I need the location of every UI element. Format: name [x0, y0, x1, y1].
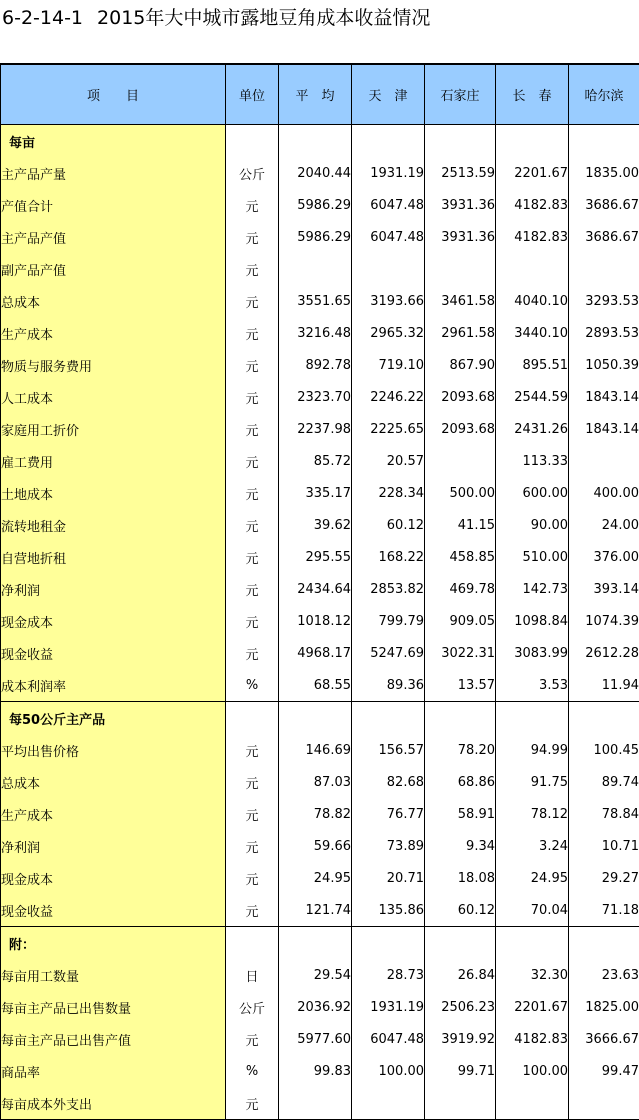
row-unit: %: [226, 1055, 279, 1087]
value-cell: 600.00: [496, 477, 569, 509]
header-col-changchun: 长 春: [496, 64, 569, 125]
value-cell: 1931.19: [352, 157, 425, 189]
value-cell: 5986.29: [279, 221, 352, 253]
value-cell: 500.00: [425, 477, 496, 509]
value-cell: 376.00: [569, 541, 639, 573]
table-row: [1, 669, 639, 702]
row-label: 现金收益: [1, 637, 226, 669]
value-cell: 295.55: [279, 541, 352, 573]
row-label: 产值合计: [1, 189, 226, 221]
value-cell: 3.53: [496, 669, 569, 702]
row-label: 总成本: [1, 285, 226, 317]
value-cell: 895.51: [496, 349, 569, 381]
value-cell: 41.15: [425, 509, 496, 541]
value-cell: 2853.82: [352, 573, 425, 605]
value-cell: 121.74: [279, 894, 352, 927]
row-unit: 元: [226, 317, 279, 349]
value-cell: 4182.83: [496, 189, 569, 221]
row-label: 物质与服务费用: [1, 349, 226, 381]
value-cell: 168.22: [352, 541, 425, 573]
row-label: 主产品产量: [1, 157, 226, 189]
value-cell: 11.94: [569, 669, 639, 702]
empty-cell: [425, 125, 496, 158]
value-cell: 76.77: [352, 798, 425, 830]
value-cell: [279, 1087, 352, 1120]
value-cell: 73.89: [352, 830, 425, 862]
empty-cell: [279, 702, 352, 735]
value-cell: 59.66: [279, 830, 352, 862]
value-cell: 68.55: [279, 669, 352, 702]
row-unit: 元: [226, 445, 279, 477]
value-cell: 6047.48: [352, 189, 425, 221]
value-cell: 3022.31: [425, 637, 496, 669]
value-cell: 78.20: [425, 734, 496, 766]
row-label: 现金成本: [1, 862, 226, 894]
value-cell: 100.00: [496, 1055, 569, 1087]
row-label: 现金成本: [1, 605, 226, 637]
table-row: [1, 221, 639, 253]
row-unit: 元: [226, 862, 279, 894]
row-unit: 元: [226, 637, 279, 669]
row-label: 平均出售价格: [1, 734, 226, 766]
table-row: [1, 766, 639, 798]
section-label: 每50公斤主产品: [1, 702, 226, 735]
value-cell: 5247.69: [352, 637, 425, 669]
cost-benefit-table: [0, 63, 639, 1120]
value-cell: 26.84: [425, 959, 496, 991]
row-label: 总成本: [1, 766, 226, 798]
value-cell: 71.18: [569, 894, 639, 927]
row-label: 每亩主产品已出售产值: [1, 1023, 226, 1055]
value-cell: 94.99: [496, 734, 569, 766]
value-cell: 510.00: [496, 541, 569, 573]
row-unit: 元: [226, 573, 279, 605]
table-row: [1, 349, 639, 381]
value-cell: 78.12: [496, 798, 569, 830]
header-row: [1, 64, 639, 125]
value-cell: 1050.39: [569, 349, 639, 381]
row-unit: 元: [226, 605, 279, 637]
value-cell: 3216.48: [279, 317, 352, 349]
row-label: 土地成本: [1, 477, 226, 509]
value-cell: 135.86: [352, 894, 425, 927]
value-cell: 1018.12: [279, 605, 352, 637]
value-cell: 99.47: [569, 1055, 639, 1087]
row-label: 每亩成本外支出: [1, 1087, 226, 1120]
value-cell: 3293.53: [569, 285, 639, 317]
value-cell: 32.30: [496, 959, 569, 991]
empty-cell: [352, 927, 425, 960]
value-cell: 2040.44: [279, 157, 352, 189]
value-cell: 24.95: [496, 862, 569, 894]
value-cell: 20.71: [352, 862, 425, 894]
table-row: [1, 734, 639, 766]
value-cell: 469.78: [425, 573, 496, 605]
header-unit: 单位: [226, 64, 279, 125]
value-cell: 89.74: [569, 766, 639, 798]
value-cell: [425, 253, 496, 285]
value-cell: 99.83: [279, 1055, 352, 1087]
value-cell: 1843.14: [569, 381, 639, 413]
row-unit: 元: [226, 1087, 279, 1120]
row-label: 商品率: [1, 1055, 226, 1087]
empty-cell: [352, 125, 425, 158]
value-cell: 10.71: [569, 830, 639, 862]
value-cell: 156.57: [352, 734, 425, 766]
table-row: [1, 445, 639, 477]
value-cell: 1835.00: [569, 157, 639, 189]
empty-cell: [569, 125, 639, 158]
value-cell: 4040.10: [496, 285, 569, 317]
row-unit: 元: [226, 734, 279, 766]
value-cell: 2323.70: [279, 381, 352, 413]
value-cell: 2246.22: [352, 381, 425, 413]
value-cell: 78.82: [279, 798, 352, 830]
table-row: [1, 253, 639, 285]
table-row: [1, 381, 639, 413]
row-unit: 元: [226, 894, 279, 927]
row-label: 自营地折租: [1, 541, 226, 573]
value-cell: 78.84: [569, 798, 639, 830]
empty-cell: [496, 125, 569, 158]
table-row: [1, 317, 639, 349]
value-cell: [569, 253, 639, 285]
row-label: 流转地租金: [1, 509, 226, 541]
value-cell: 1843.14: [569, 413, 639, 445]
table-row: [1, 413, 639, 445]
row-label: 生产成本: [1, 798, 226, 830]
value-cell: 4968.17: [279, 637, 352, 669]
value-cell: 2961.58: [425, 317, 496, 349]
value-cell: 100.45: [569, 734, 639, 766]
row-unit: 元: [226, 509, 279, 541]
empty-cell: [425, 702, 496, 735]
table-row: [1, 605, 639, 637]
empty-cell: [279, 125, 352, 158]
row-unit: 元: [226, 189, 279, 221]
value-cell: 113.33: [496, 445, 569, 477]
header-col-shijiazhuang: 石家庄: [425, 64, 496, 125]
value-cell: 2544.59: [496, 381, 569, 413]
value-cell: 2965.32: [352, 317, 425, 349]
value-cell: 39.62: [279, 509, 352, 541]
value-cell: 85.72: [279, 445, 352, 477]
header-item: 项 目: [1, 64, 226, 125]
value-cell: [496, 1087, 569, 1120]
value-cell: [569, 1087, 639, 1120]
empty-cell: [226, 125, 279, 158]
value-cell: [425, 445, 496, 477]
value-cell: 13.57: [425, 669, 496, 702]
row-label: 家庭用工折价: [1, 413, 226, 445]
section-row: [1, 702, 639, 735]
value-cell: 2201.67: [496, 991, 569, 1023]
table-body: [1, 125, 639, 1120]
value-cell: [425, 1087, 496, 1120]
value-cell: [496, 253, 569, 285]
row-label: 成本利润率: [1, 669, 226, 702]
value-cell: 4182.83: [496, 221, 569, 253]
row-label: 副产品产值: [1, 253, 226, 285]
value-cell: 3551.65: [279, 285, 352, 317]
table-row: [1, 1023, 639, 1055]
value-cell: 3931.36: [425, 189, 496, 221]
row-label: 每亩用工数量: [1, 959, 226, 991]
value-cell: 28.73: [352, 959, 425, 991]
table-title-text: 2015年大中城市露地豆角成本收益情况: [97, 7, 430, 29]
value-cell: 2036.92: [279, 991, 352, 1023]
value-cell: 99.71: [425, 1055, 496, 1087]
section-row: [1, 125, 639, 158]
empty-cell: [425, 927, 496, 960]
table-row: [1, 637, 639, 669]
value-cell: 799.79: [352, 605, 425, 637]
value-cell: 100.00: [352, 1055, 425, 1087]
table-row: [1, 509, 639, 541]
row-label: 现金收益: [1, 894, 226, 927]
value-cell: [569, 445, 639, 477]
row-unit: 元: [226, 221, 279, 253]
table-row: [1, 189, 639, 221]
value-cell: 2237.98: [279, 413, 352, 445]
table-row: [1, 573, 639, 605]
section-label: 附：: [1, 927, 226, 960]
row-unit: 元: [226, 381, 279, 413]
value-cell: 87.03: [279, 766, 352, 798]
row-label: 主产品产值: [1, 221, 226, 253]
value-cell: 393.14: [569, 573, 639, 605]
value-cell: 1931.19: [352, 991, 425, 1023]
row-unit: %: [226, 669, 279, 702]
row-unit: 元: [226, 766, 279, 798]
value-cell: 3919.92: [425, 1023, 496, 1055]
table-row: [1, 830, 639, 862]
value-cell: 60.12: [425, 894, 496, 927]
value-cell: 2225.65: [352, 413, 425, 445]
row-label: 每亩主产品已出售数量: [1, 991, 226, 1023]
table-row: [1, 991, 639, 1023]
value-cell: 909.05: [425, 605, 496, 637]
empty-cell: [569, 927, 639, 960]
value-cell: 9.34: [425, 830, 496, 862]
value-cell: 58.91: [425, 798, 496, 830]
row-unit: 元: [226, 477, 279, 509]
value-cell: [352, 253, 425, 285]
value-cell: 24.95: [279, 862, 352, 894]
empty-cell: [226, 702, 279, 735]
value-cell: 146.69: [279, 734, 352, 766]
value-cell: 3686.67: [569, 189, 639, 221]
value-cell: 892.78: [279, 349, 352, 381]
value-cell: 6047.48: [352, 221, 425, 253]
row-label: 净利润: [1, 830, 226, 862]
value-cell: 228.34: [352, 477, 425, 509]
value-cell: 2201.67: [496, 157, 569, 189]
value-cell: 458.85: [425, 541, 496, 573]
row-unit: 元: [226, 798, 279, 830]
value-cell: 23.63: [569, 959, 639, 991]
value-cell: 3931.36: [425, 221, 496, 253]
empty-cell: [569, 702, 639, 735]
row-unit: 元: [226, 413, 279, 445]
value-cell: 1074.39: [569, 605, 639, 637]
value-cell: 142.73: [496, 573, 569, 605]
table-row: [1, 285, 639, 317]
value-cell: 29.27: [569, 862, 639, 894]
row-label: 人工成本: [1, 381, 226, 413]
value-cell: 335.17: [279, 477, 352, 509]
row-label: 净利润: [1, 573, 226, 605]
value-cell: 3.24: [496, 830, 569, 862]
value-cell: 719.10: [352, 349, 425, 381]
empty-cell: [496, 927, 569, 960]
value-cell: 1825.00: [569, 991, 639, 1023]
row-unit: 元: [226, 349, 279, 381]
value-cell: 2513.59: [425, 157, 496, 189]
value-cell: 60.12: [352, 509, 425, 541]
table-row: [1, 894, 639, 927]
row-unit: 元: [226, 541, 279, 573]
value-cell: [352, 1087, 425, 1120]
row-unit: 元: [226, 253, 279, 285]
value-cell: 400.00: [569, 477, 639, 509]
value-cell: 3666.67: [569, 1023, 639, 1055]
value-cell: 867.90: [425, 349, 496, 381]
row-label: 雇工费用: [1, 445, 226, 477]
value-cell: 3440.10: [496, 317, 569, 349]
table-row: [1, 959, 639, 991]
section-label: 每亩: [1, 125, 226, 158]
value-cell: 4182.83: [496, 1023, 569, 1055]
value-cell: 29.54: [279, 959, 352, 991]
value-cell: 2093.68: [425, 381, 496, 413]
value-cell: 70.04: [496, 894, 569, 927]
empty-cell: [352, 702, 425, 735]
value-cell: 5977.60: [279, 1023, 352, 1055]
value-cell: 18.08: [425, 862, 496, 894]
header-col-tianjin: 天 津: [352, 64, 425, 125]
table-row: [1, 157, 639, 189]
row-unit: 元: [226, 1023, 279, 1055]
table-row: [1, 1055, 639, 1087]
value-cell: 3083.99: [496, 637, 569, 669]
row-unit: 公斤: [226, 991, 279, 1023]
row-unit: 元: [226, 830, 279, 862]
table-row: [1, 541, 639, 573]
value-cell: 91.75: [496, 766, 569, 798]
value-cell: 3193.66: [352, 285, 425, 317]
value-cell: 2506.23: [425, 991, 496, 1023]
value-cell: 1098.84: [496, 605, 569, 637]
value-cell: 2093.68: [425, 413, 496, 445]
value-cell: 3461.58: [425, 285, 496, 317]
empty-cell: [279, 927, 352, 960]
table-row: [1, 477, 639, 509]
row-unit: 日: [226, 959, 279, 991]
row-unit: 元: [226, 285, 279, 317]
row-label: 生产成本: [1, 317, 226, 349]
value-cell: 5986.29: [279, 189, 352, 221]
value-cell: 89.36: [352, 669, 425, 702]
value-cell: 20.57: [352, 445, 425, 477]
table-row: [1, 798, 639, 830]
value-cell: 6047.48: [352, 1023, 425, 1055]
table-code: 6-2-14-1: [2, 7, 83, 29]
value-cell: 68.86: [425, 766, 496, 798]
value-cell: [279, 253, 352, 285]
empty-cell: [496, 702, 569, 735]
table-row: [1, 1087, 639, 1120]
value-cell: 2893.53: [569, 317, 639, 349]
row-unit: 公斤: [226, 157, 279, 189]
header-col-average: 平 均: [279, 64, 352, 125]
value-cell: 2431.26: [496, 413, 569, 445]
empty-cell: [226, 927, 279, 960]
value-cell: 3686.67: [569, 221, 639, 253]
header-col-harbin: 哈尔滨: [569, 64, 639, 125]
value-cell: 24.00: [569, 509, 639, 541]
table-row: [1, 862, 639, 894]
value-cell: 90.00: [496, 509, 569, 541]
value-cell: 2434.64: [279, 573, 352, 605]
value-cell: 82.68: [352, 766, 425, 798]
table-title: [2, 4, 430, 32]
value-cell: 2612.28: [569, 637, 639, 669]
section-row: [1, 927, 639, 960]
